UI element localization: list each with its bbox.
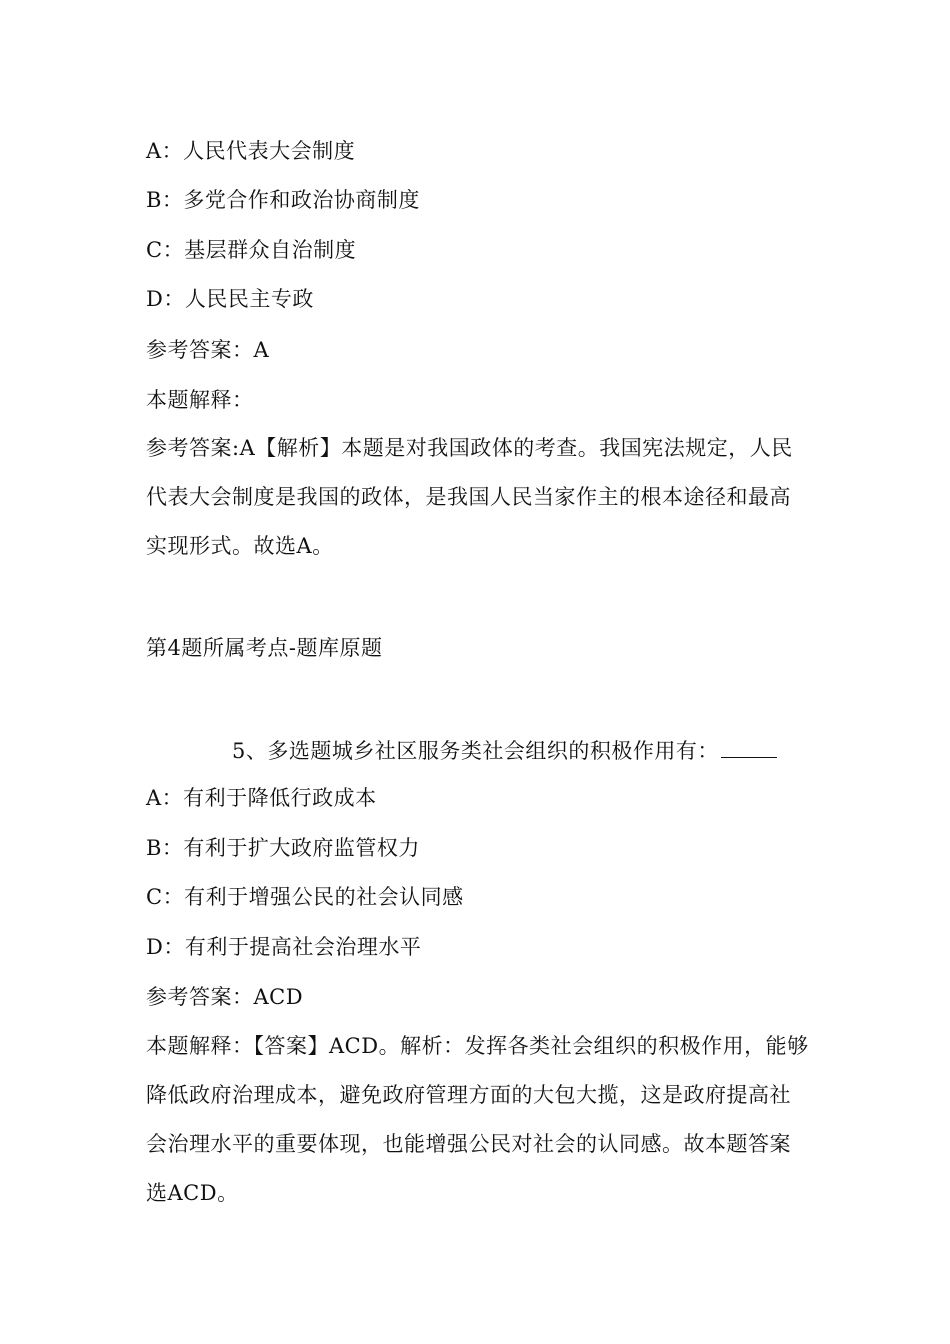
q4-topic: 第4题所属考点-题库原题 [146, 636, 383, 660]
q5-stem-row [232, 735, 802, 765]
q5-answer: 参考答案：ACD [146, 985, 304, 1009]
q4-explanation-label: 本题解释： [146, 388, 254, 412]
q4-option-c: C：基层群众自治制度 [146, 238, 357, 262]
q5-option-c: C：有利于增强公民的社会认同感 [146, 885, 464, 909]
q4-explanation: 参考答案:A【解析】本题是对我国政体的考查。我国宪法规定，人民代表大会制度是我国的政体，是我国人民当家作主的根本途径和最高实现形式。故选A。 [146, 436, 793, 558]
q5-option-b: B：有利于扩大政府监管权力 [146, 836, 420, 860]
q4-option-d: D：人民民主专政 [146, 287, 314, 311]
q4-answer: 参考答案：A [146, 338, 270, 362]
q5-option-a: A：有利于降低行政成本 [146, 786, 377, 810]
q5-explanation: 本题解释：【答案】ACD。解析：发挥各类社会组织的积极作用，能够降低政府治理成本，避免政府管理方面的大包大揽，这是政府提高社会治理水平的重要体现，也能增强公民对社会的认同感。故本题答案选ACD。 [146, 1034, 809, 1205]
q4-option-a: A：人民代表大会制度 [146, 139, 356, 163]
answer-blank [721, 735, 777, 758]
q5-stem: 5、多选题城乡社区服务类社会组织的积极作用有： [232, 739, 719, 763]
q5-option-d: D：有利于提高社会治理水平 [146, 935, 422, 959]
q4-option-b: B：多党合作和政治协商制度 [146, 188, 420, 212]
